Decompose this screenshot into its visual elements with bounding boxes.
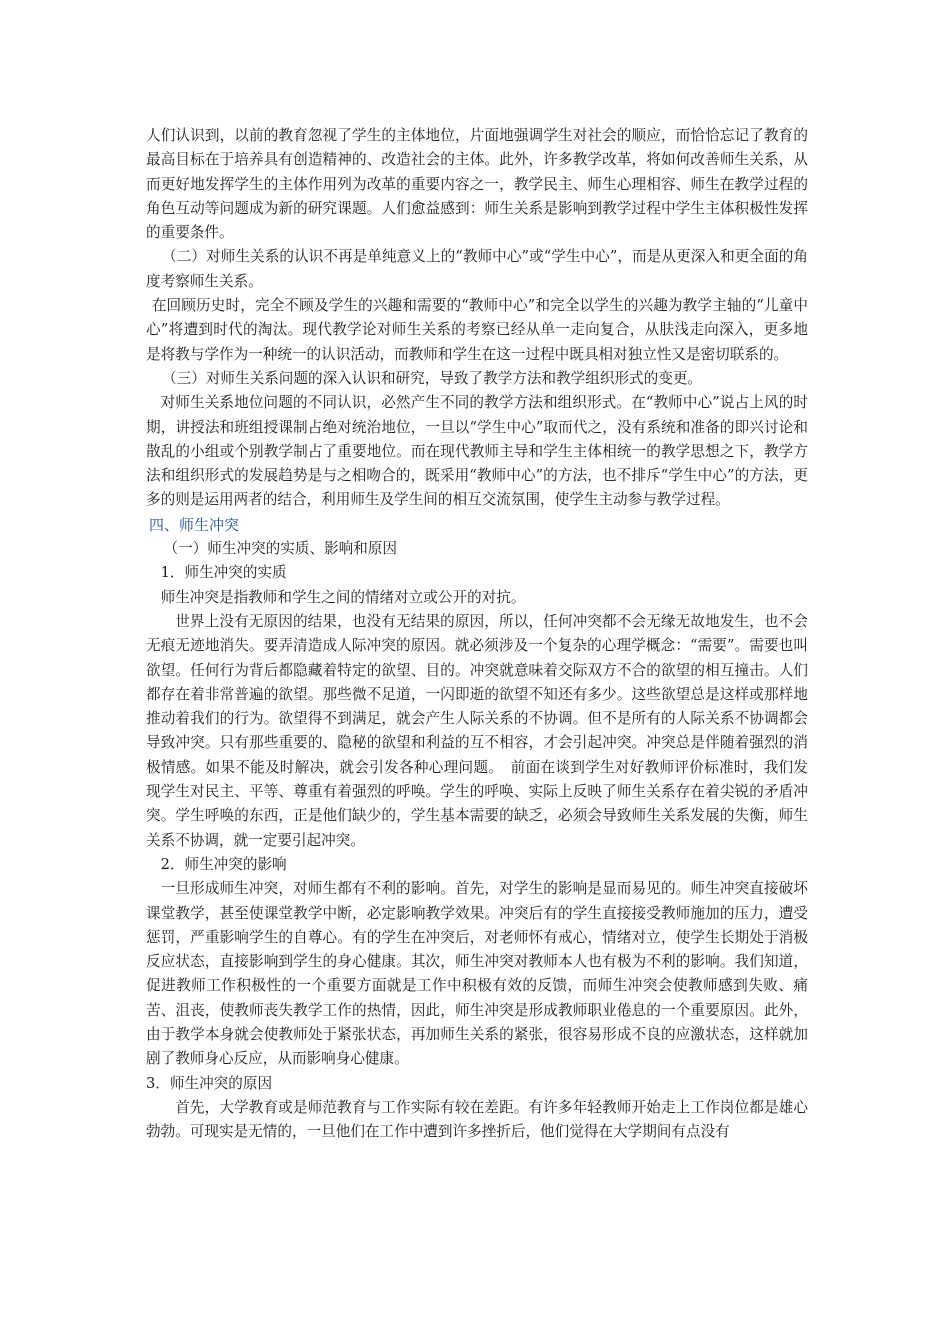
paragraph-1: 人们认识到，以前的教育忽视了学生的主体地位，片面地强调学生对社会的顺应，而恰恰忘记了教育的最高目标在于培养具有创造精神的、改造社会的主体。此外，许多教学改革，将如何改善师生关系，从而更好地发挥学生的主体作用列为改革的重要内容之一，教学民主、师生心理相容、师生在教学过程的角色互动等问题成为新的研究课题。人们愈益感到：师生关系是影响到教学过程中学生主体积极性发挥的重要条件。 xyxy=(146,127,808,242)
subheading-4-1: （一）师生冲突的实质、影响和原因 xyxy=(163,540,398,558)
document-page xyxy=(146,124,808,1144)
paragraph-7: 首先，大学教育或是师范教育与工作实际有较在差距。有许多年轻教师开始走上工作岗位都是雄心勃勃。可现实是无情的，一旦他们在工作中遭到许多挫折后，他们觉得在大学期间有点没有 xyxy=(146,1098,808,1141)
subheading-4-1-1: 1．师生冲突的实质 xyxy=(160,564,287,582)
paragraph-2: 在回顾历史时，完全不顾及学生的兴趣和需要的“教师中心”和完全以学生的兴趣为教学主轴的“儿童中心”将遭到时代的淘汰。现代教学论对师生关系的考察已经从单一走向复合，从肤浅走向深入，更多地是将教与学作为一种统一的认识活动，而教师和学生在这一过程中既具相对独立性又是密切联系的。 xyxy=(146,297,808,363)
paragraph-3: 对师生关系地位问题的不同认识，必然产生不同的教学方法和组织形式。在“教师中心”说占上风的时期，讲授法和班组授课制占绝对统治地位，一旦以“学生中心”取而代之，没有系统和准备的即兴讨论和散乱的小组或个别教学制占了重要地位。而在现代教师主导和学生主体相统一的教学思想之下，教学方法和组织形式的发展趋势是与之相吻合的，既采用“教师中心”的方法，也不排斥“学生中心”的方法，更多的则是运用两者的结合，利用师生及学生间的相互交流氛围，使学生主动参与教学过程。 xyxy=(146,394,808,509)
subheading-3: （三）对师生关系问题的深入认识和研究，导致了教学方法和教学组织形式的变更。 xyxy=(162,369,703,387)
subheading-2: （二）对师生关系的认识不再是单纯意义上的“教师中心”或“学生中心”，而是从更深入和更全面的角度考察师生关系。 xyxy=(146,248,808,290)
paragraph-4: 师生冲突是指教师和学生之间的情绪对立或公开的对抗。 xyxy=(160,588,526,606)
subheading-4-1-2: 2．师生冲突的影响 xyxy=(160,855,287,873)
section-heading-4: 四、师生冲突 xyxy=(149,515,240,534)
paragraph-6: 一旦形成师生冲突，对师生都有不利的影响。首先，对学生的影响是显而易见的。师生冲突直接破坏课堂教学，甚至使课堂教学中断，必定影响教学效果。冲突后有的学生直接接受教师施加的压力，遭受惩罚，严重影响学生的自尊心。有的学生在冲突后，对老师怀有戒心，情绪对立，使学生长期处于消极反应状态，直接影响到学生的身心健康。其次，师生冲突对教师本人也有极为不利的影响。我们知道，促进教师工作积极性的一个重要方面就是工作中积极有效的反馈，而师生冲突会使教师感到失败、痛苦、沮丧，使教师丧失教学工作的热情，因此，师生冲突是形成教师职业倦息的一个重要原因。此外，由于教学本身就会使教师处于紧张状态，再加师生关系的紧张，很容易形成不良的应激状态，这样就加剧了教师身心反应，从而影响身心健康。 xyxy=(146,880,808,1068)
subheading-4-1-3: 3．师生冲突的原因 xyxy=(146,1074,273,1092)
paragraph-5: 世界上没有无原因的结果，也没有无结果的原因，所以，任何冲突都不会无缘无故地发生，也不会无痕无迹地消失。要弄清造成人际冲突的原因。就必须涉及一个复杂的心理学概念：“需要”。需要也叫欲望。任何行为背后都隐藏着特定的欲望、目的。冲突就意味着交际双方不合的欲望的相互撞击。人们都存在着非常普遍的欲望。那些微不足道，一闪即逝的欲望不知还有多少。这些欲望总是这样或那样地推动着我们的行为。欲望得不到满足，就会产生人际关系的不协调。但不是所有的人际关系不协调都会导致冲突。只有那些重要的、隐秘的欲望和利益的互不相容，才会引起冲突。冲突总是伴随着强烈的消极情感。如果不能及时解决，就会引发各种心理问题。 前面在谈到学生对好教师评价标准时，我们发现学生对民主、平等、尊重有着强烈的呼唤。学生的呼唤、实际上反映了师生关系存在着尖锐的矛盾冲突。学生呼唤的东西，正是他们缺少的，学生基本需要的缺乏，必须会导致师生关系发展的失衡，师生关系不协调，就一定要引起冲突。 xyxy=(146,612,808,849)
